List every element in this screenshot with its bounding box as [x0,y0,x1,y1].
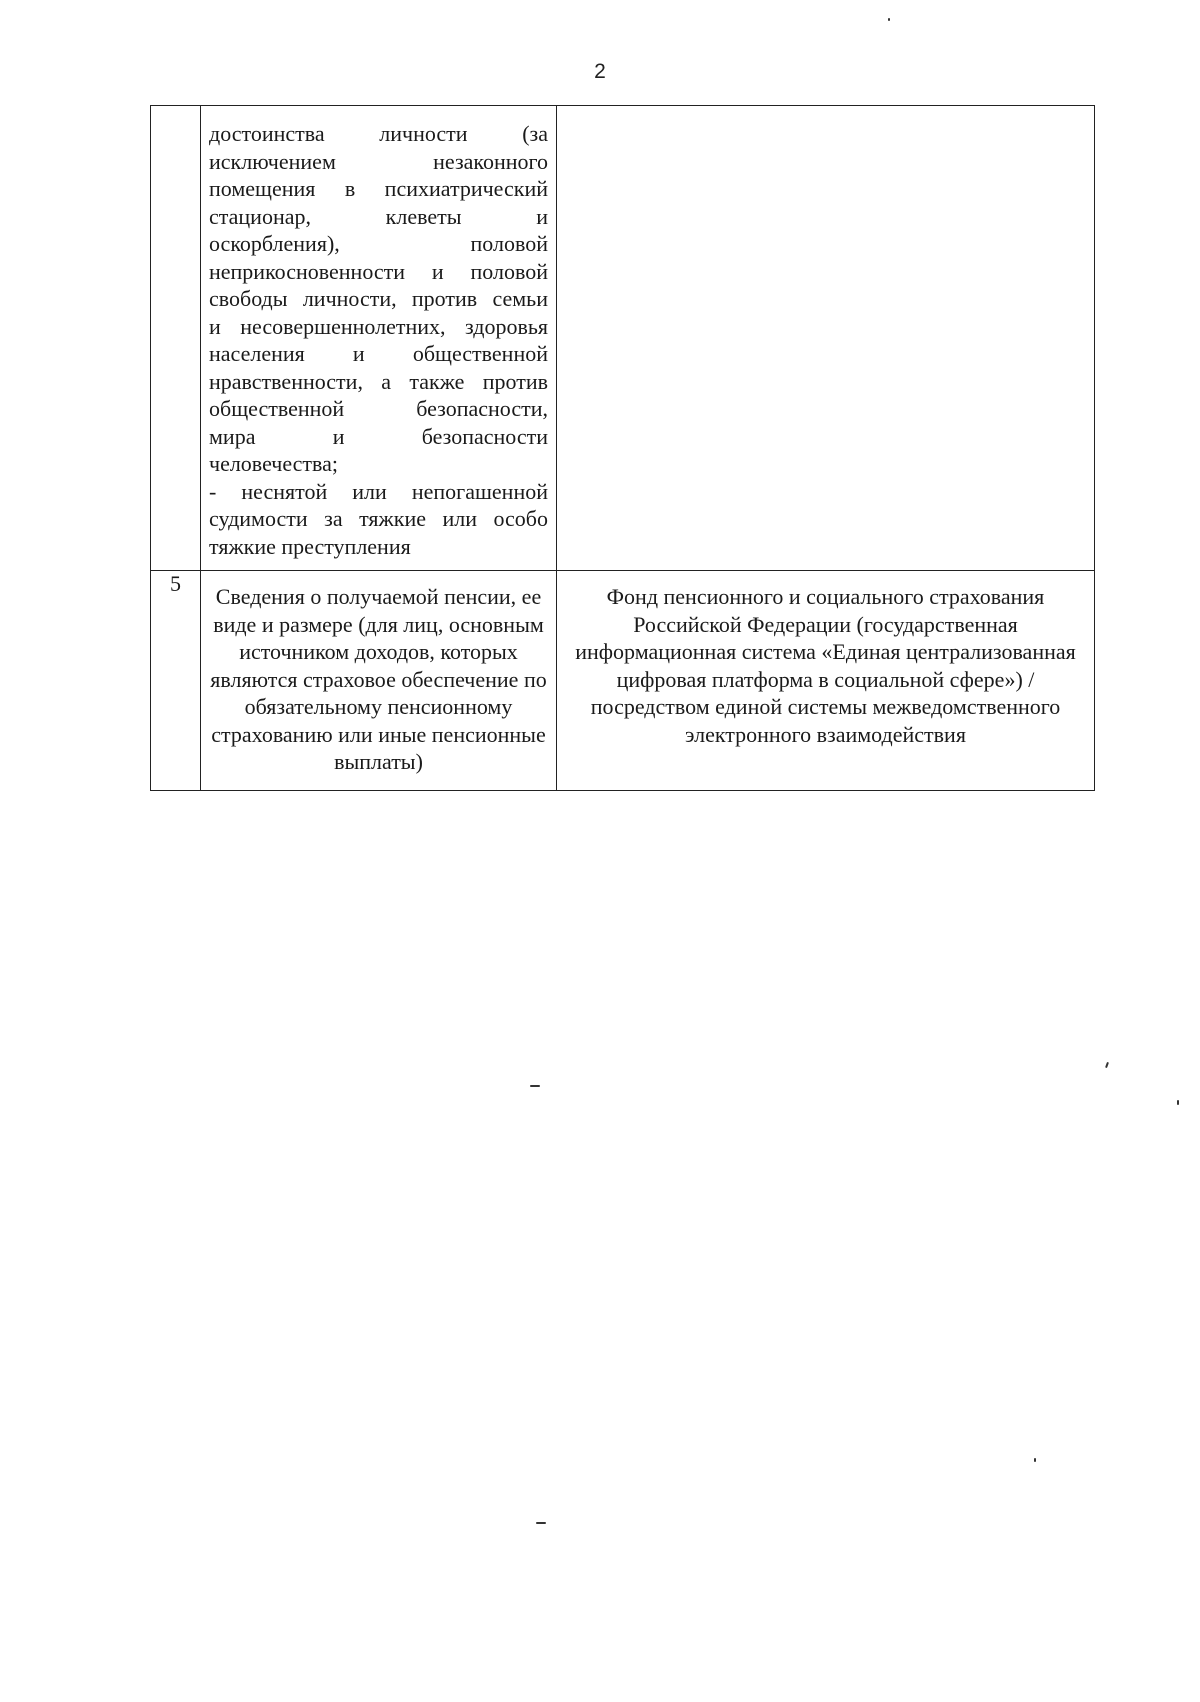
page-number: 2 [594,60,606,83]
info-line: свободы личности, против семьи [209,286,548,311]
table-row-continued [151,106,1095,571]
info-text-row-5: Сведения о получаемой пенсии, ее виде и размере (для лиц, основным источником доходов, которых являются страховое обеспечение по обязательному пенсионному страхованию или иные пенсионные выплаты) [210,584,547,774]
scan-speck [1034,1458,1036,1462]
info-line: исключением незаконного [209,148,548,174]
info-line: судимости за тяжкие или особо [209,506,548,531]
scan-speck [530,1085,540,1087]
info-line: нравственности, а также против [209,368,548,394]
scan-speck [1177,1100,1179,1105]
info-cell-continued [201,106,557,571]
info-line: и несовершеннолетних, здоровья [209,313,548,339]
info-line: оскорбления), половой [209,231,548,256]
source-cell-row-5 [557,571,1095,791]
info-line: помещения в психиатрический [209,176,548,201]
info-line: стационар, клеветы и [209,203,548,229]
source-text-row-5: Фонд пенсионного и социального страхования Российской Федерации (государственная информационная система «Единая централизованная цифровая платформа в социальной сфере») /посредством единой системы межведомственного электронного взаимодействия [575,584,1076,747]
info-text-continued [201,106,556,570]
row-number-cell [151,106,201,571]
scan-speck [888,18,890,21]
document-table [150,105,1095,791]
scan-speck [1105,1062,1109,1068]
info-line: человечества; [209,451,339,476]
info-line: неприкосновенности и половой [209,258,548,284]
info-line: достоинства личности (за [209,121,548,146]
info-line: - неснятой или непогашенной [209,478,548,504]
table-row-5 [151,571,1095,791]
source-cell-continued [557,106,1095,571]
row-number-cell: 5 [151,571,201,791]
info-line: населения и общественной [209,341,548,366]
info-line: тяжкие преступления [209,533,411,559]
info-line: мира и безопасности [209,423,548,449]
info-cell-row-5 [201,571,557,791]
info-line: общественной безопасности, [209,396,548,421]
scan-speck [536,1522,546,1524]
